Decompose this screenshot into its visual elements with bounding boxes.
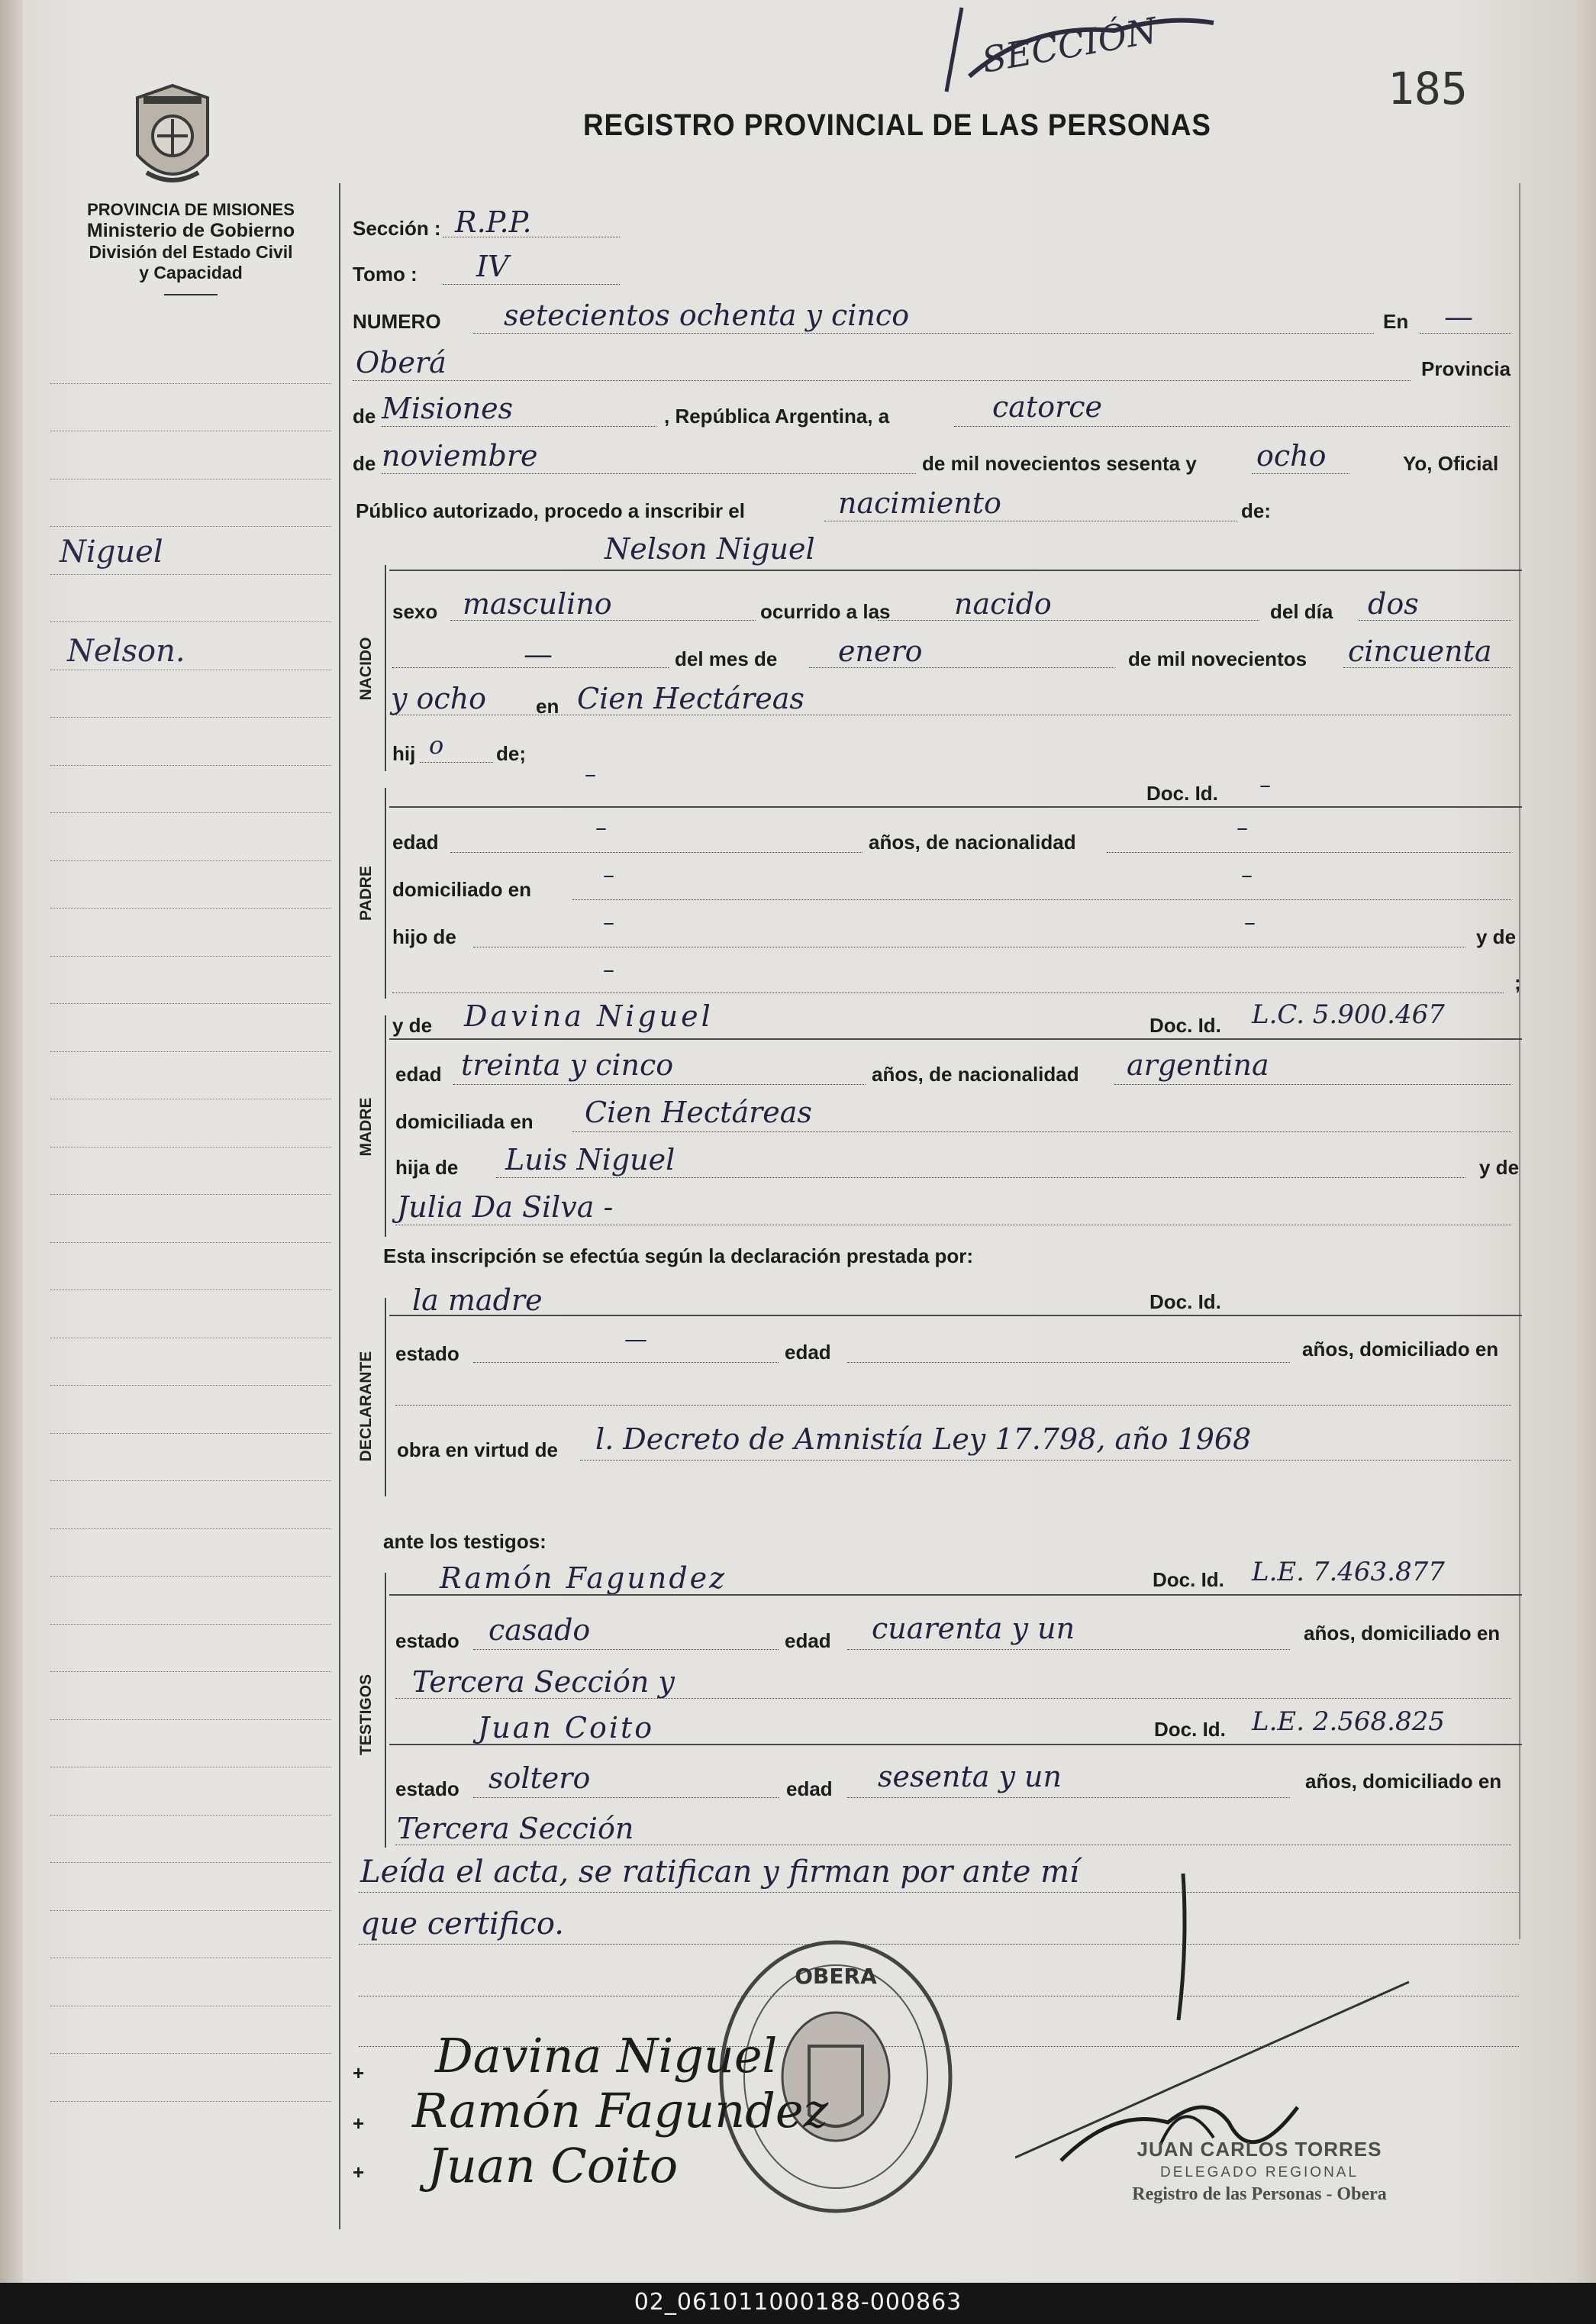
seccion-label: Sección :	[353, 217, 441, 240]
testigo2-name-line	[389, 1744, 1522, 1745]
madre-edad-line	[453, 1084, 866, 1085]
padre-semicolon: ;	[1514, 971, 1521, 994]
mes-value: noviembre	[382, 439, 538, 473]
page-title: REGISTRO PROVINCIAL DE LAS PERSONAS	[583, 108, 1211, 142]
numero-label: NUMERO	[353, 310, 441, 333]
en-label: En	[1383, 310, 1409, 333]
testigo2-anios-label: años, domiciliado en	[1305, 1770, 1502, 1793]
padre-y-de-label: y de	[1476, 925, 1517, 948]
testigo1-doc-label: Doc. Id.	[1153, 1568, 1224, 1591]
nacido-section-label: NACIDO	[357, 637, 375, 701]
declarante-edad-label: edad	[785, 1341, 831, 1364]
madre-anios-label: años, de nacionalidad	[872, 1063, 1079, 1086]
official-office: Registro de las Personas - Obera	[1132, 2184, 1387, 2204]
official-title: DELEGADO REGIONAL	[1159, 2164, 1359, 2180]
nacido-name-line	[389, 570, 1522, 571]
org-division: División del Estado Civil	[89, 242, 293, 262]
right-rule	[1519, 183, 1520, 1939]
testigo2-edad-value: sesenta y un	[878, 1760, 1062, 1793]
org-province: PROVINCIA DE MISIONES	[87, 200, 295, 219]
madre-y-de-label: y de	[392, 1014, 433, 1037]
dash-line	[392, 667, 669, 668]
padre-abuela-dash: –	[603, 957, 614, 983]
closing-line-1: Leída el acta, se ratifican y firman por ante mí	[360, 1854, 1079, 1890]
org-ministry: Ministerio de Gobierno	[86, 220, 295, 241]
madre-y-de-label-2: y de	[1479, 1156, 1520, 1179]
de-label-2: de	[353, 452, 376, 475]
padre-hijo-dash-2: –	[1244, 909, 1256, 936]
padre-doc-dash: –	[1259, 772, 1271, 799]
de-label: de	[353, 405, 376, 428]
nacido-anio-line	[1343, 667, 1511, 668]
org-capacity: y Capacidad	[139, 263, 243, 282]
testigo2-estado-label: estado	[395, 1777, 459, 1800]
signature-mother: Davina Niguel	[435, 2028, 778, 2084]
madre-domicilio-line	[572, 1131, 1511, 1132]
declarante-domicilio-line	[395, 1405, 1511, 1406]
padre-edad-label: edad	[392, 831, 439, 854]
nacido-anio-2: y ocho	[391, 682, 487, 715]
madre-madre-value: Julia Da Silva -	[397, 1190, 614, 1224]
publico-label: Público autorizado, procedo a inscribir el	[356, 499, 745, 522]
madre-nac-line	[1114, 1084, 1511, 1085]
official-name: JUAN CARLOS TORRES	[1137, 2138, 1382, 2161]
de-colon: de:	[1241, 499, 1271, 522]
testigos-intro: ante los testigos:	[383, 1530, 547, 1553]
top-stamp-text: SECCIÓN	[979, 9, 1161, 81]
testigo1-domicilio-value: Tercera Sección y	[412, 1665, 675, 1699]
ocurrido-line	[878, 620, 1259, 621]
madre-domicilio-value: Cien Hectáreas	[585, 1096, 812, 1129]
dia-line	[954, 426, 1510, 427]
declarante-estado-line	[473, 1362, 779, 1363]
testigo1-anios-label: años, domiciliado en	[1304, 1622, 1501, 1645]
numero-line	[473, 333, 1374, 334]
madre-doc-value: L.C. 5.900.467	[1252, 999, 1445, 1030]
testigo1-domicilio-line	[395, 1698, 1511, 1699]
madre-edad-value: treinta y cinco	[461, 1048, 674, 1082]
provincia-label: Provincia	[1421, 357, 1511, 380]
testigo1-edad-line	[847, 1649, 1290, 1650]
hijo-label: hij	[392, 742, 416, 765]
nacido-name: Nelson Niguel	[605, 532, 815, 566]
madre-hija-line	[496, 1177, 1465, 1178]
cross-mark-2: +	[353, 2112, 365, 2135]
testigo2-doc-label: Doc. Id.	[1154, 1718, 1226, 1741]
declarante-estado-value: —	[624, 1326, 647, 1353]
page-binding	[0, 0, 23, 2283]
official-block	[1091, 2138, 1427, 2205]
dia-value: catorce	[992, 390, 1103, 424]
mes-line	[382, 473, 916, 474]
declarante-anios-label: años, domiciliado en	[1302, 1338, 1499, 1361]
nacido-dia-line	[1359, 620, 1511, 621]
org-divider	[164, 294, 218, 295]
testigos-section-label: TESTIGOS	[357, 1674, 375, 1756]
province-crest-icon	[130, 82, 215, 195]
declarante-section-label: DECLARANTE	[357, 1351, 375, 1462]
padre-dom-dash-2: –	[1241, 862, 1253, 889]
hijo-value: o	[429, 731, 444, 760]
yo-label: Yo, Oficial	[1403, 452, 1499, 475]
padre-name-line	[389, 806, 1522, 808]
padre-anios-label: años, de nacionalidad	[869, 831, 1076, 854]
madre-name-line	[389, 1038, 1522, 1040]
city-value: Oberá	[356, 346, 447, 379]
padre-domicilio-line	[572, 899, 1511, 900]
nacido-dia-value: dos	[1368, 587, 1419, 621]
seccion-value: R.P.P.	[455, 205, 532, 239]
testigo1-name: Ramón Fagundez	[440, 1561, 727, 1595]
padre-section-label: PADRE	[357, 866, 375, 921]
padre-doc-label: Doc. Id.	[1146, 782, 1218, 805]
padre-edad-dash: –	[595, 815, 607, 841]
padre-hijo-label: hijo de	[392, 925, 456, 948]
nacido-mil-label: de mil novecientos	[1128, 647, 1307, 670]
nacido-anio-1: cincuenta	[1348, 634, 1492, 668]
image-id-caption: 02_061011000188-000863	[634, 2289, 962, 2316]
madre-bracket	[385, 1015, 386, 1237]
signature-witness-2: Juan Coito	[427, 2138, 679, 2193]
top-seal-stamp	[939, 0, 1229, 99]
padre-domicilio-label: domiciliado en	[392, 878, 532, 901]
testigo1-edad-label: edad	[785, 1629, 831, 1652]
en-line	[1420, 333, 1511, 334]
lugar-value: Cien Hectáreas	[577, 682, 804, 715]
tomo-line	[443, 284, 620, 285]
nacido-mes-line	[809, 667, 1114, 668]
declarante-value: la madre	[412, 1283, 543, 1317]
testigo1-estado-line	[473, 1649, 779, 1650]
republica-label: , República Argentina, a	[664, 405, 890, 428]
ocurrido-label: ocurrido a las	[760, 600, 891, 623]
testigo2-estado-line	[473, 1797, 779, 1798]
testigo1-name-line	[389, 1594, 1522, 1596]
obra-label: obra en virtud de	[397, 1438, 558, 1461]
padre-name-dash: –	[585, 761, 596, 788]
madre-name: Davina Niguel	[464, 999, 714, 1033]
declarante-name-line	[389, 1315, 1522, 1316]
sexo-line	[450, 620, 756, 621]
obra-line	[580, 1460, 1511, 1461]
hijo-de-label: de;	[496, 742, 526, 765]
margin-lines	[50, 336, 331, 2102]
testigo1-estado-label: estado	[395, 1629, 459, 1652]
lugar-en-label: en	[536, 695, 559, 718]
madre-doc-label: Doc. Id.	[1149, 1014, 1221, 1037]
hijo-line	[420, 762, 493, 763]
padre-nac-dash: –	[1236, 815, 1248, 841]
numero-value: setecientos ochenta y cinco	[504, 299, 910, 332]
testigo1-estado-value: casado	[488, 1613, 591, 1647]
dia-label: del día	[1270, 600, 1333, 623]
madre-hija-label: hija de	[395, 1156, 459, 1179]
testigo2-name: Juan Coito	[478, 1711, 655, 1745]
obra-value: l. Decreto de Amnistía Ley 17.798, año 1968	[595, 1422, 1252, 1456]
padre-bracket	[385, 788, 386, 999]
madre-padre-value: Luis Niguel	[505, 1143, 675, 1177]
testigo1-doc-value: L.E. 7.463.877	[1252, 1557, 1445, 1587]
padre-dom-dash-1: –	[603, 862, 614, 889]
margin-rule	[339, 183, 340, 2229]
madre-domicilio-label: domiciliada en	[395, 1110, 534, 1133]
provincia-value: Misiones	[382, 392, 514, 425]
madre-edad-label: edad	[395, 1063, 442, 1086]
padre-hijo-dash-1: –	[603, 909, 614, 936]
cross-mark-1: +	[353, 2061, 365, 2084]
sexo-label: sexo	[392, 600, 438, 623]
declarante-estado-label: estado	[395, 1342, 459, 1365]
nacido-mes-value: enero	[838, 634, 923, 668]
seal-text: OBERA	[795, 1964, 877, 1989]
declarante-edad-line	[847, 1362, 1290, 1363]
closing-line-1-rule	[359, 1892, 1519, 1893]
provincia-line	[382, 426, 656, 427]
testigo2-doc-value: L.E. 2.568.825	[1252, 1706, 1445, 1737]
testigo2-domicilio-value: Tercera Sección	[397, 1812, 634, 1845]
testigo1-edad-value: cuarenta y un	[872, 1612, 1075, 1645]
mil-label: de mil novecientos sesenta y	[922, 452, 1197, 475]
testigo2-edad-line	[847, 1797, 1290, 1798]
acto-value: nacimiento	[838, 486, 1001, 520]
signature-witness-1: Ramón Fagundez	[412, 2083, 829, 2138]
mes-label: del mes de	[675, 647, 778, 670]
declarante-doc-label: Doc. Id.	[1149, 1290, 1221, 1313]
testigos-bracket	[385, 1573, 386, 1848]
madre-section-label: MADRE	[357, 1097, 375, 1157]
anio-line	[1252, 473, 1349, 474]
declarante-intro: Esta inscripción se efectúa según la declaración prestada por:	[383, 1244, 974, 1267]
testigo2-estado-value: soltero	[488, 1761, 591, 1795]
madre-nacionalidad-value: argentina	[1127, 1048, 1269, 1082]
margin-note-surname: Niguel	[60, 534, 163, 570]
padre-nac-line	[1107, 852, 1511, 853]
cross-mark-3: +	[353, 2161, 365, 2184]
padre-edad-line	[450, 852, 862, 853]
page-number: 185	[1388, 63, 1468, 115]
declarante-bracket	[385, 1298, 386, 1496]
sexo-value: masculino	[463, 587, 612, 621]
ocurrido-value: nacido	[954, 587, 1052, 621]
nacido-bracket	[385, 565, 386, 771]
en-value: —	[1444, 300, 1473, 334]
city-line	[353, 380, 1411, 381]
margin-note-name: Nelson.	[67, 634, 185, 669]
issuing-office	[38, 200, 343, 295]
tomo-value: IV	[476, 250, 509, 283]
tomo-label: Tomo :	[353, 263, 418, 286]
testigo2-edad-label: edad	[786, 1777, 833, 1800]
closing-line-2: que certifico.	[360, 1906, 564, 1942]
anio-value: ocho	[1256, 439, 1327, 473]
nacido-dash: —	[524, 637, 553, 671]
